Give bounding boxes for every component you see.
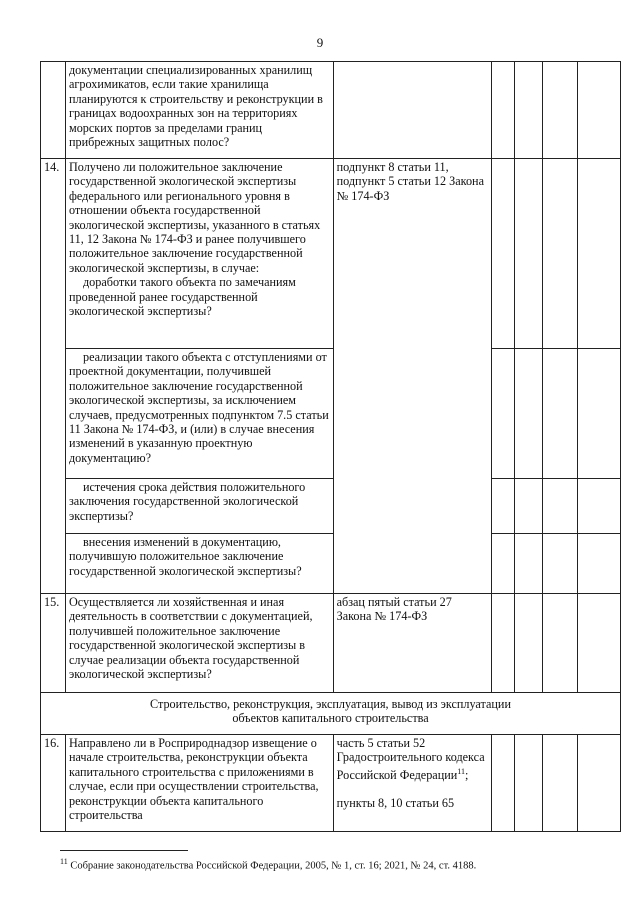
question-cell: внесения изменений в документацию, получившую положительное заключение государственной экологической экспертизы?: [65, 534, 333, 594]
reference-cell: [333, 62, 491, 159]
question-text: Получено ли положительное заключение государственной экологической экспертизы федерального или регионального уровня в отношении объекта государственной экологической экспертизы, указанного в статьях 11, 12 Закона № 174-ФЗ и ранее получившего положительное заключение государственной экологической экспертизы, в случае:: [68, 160, 321, 275]
table-row: [41, 349, 621, 479]
check-cell: [542, 479, 577, 534]
reference-cell: абзац пятый статьи 27 Закона № 174-ФЗ: [333, 594, 491, 693]
table-row: [41, 62, 621, 159]
check-cell: [542, 534, 577, 594]
check-cell: [578, 62, 621, 159]
sub-question-text: доработки такого объекта по замечаниям проведенной ранее государственной экологической экспертизы?: [68, 275, 296, 319]
table-row: [41, 594, 621, 693]
check-cell: [578, 534, 621, 594]
question-cell: Осуществляется ли хозяйственная и иная деятельность в соответствии с документацией, получившей положительное заключение государственной экологической экспертизы в случае реализации объекта государственной экологической экспертизы?: [65, 594, 333, 693]
section-title-line: объектов капитального строительства: [232, 711, 429, 726]
question-cell: реализации такого объекта с отступлениями от проектной документации, получившей положительное заключение государственной экологической экспертизы, за исключением случаев, предусмотренных подпунктом 7.5 статьи 11 Закона № 174-ФЗ, и (или) в случае внесения изменений в указанную проектную документацию?: [65, 349, 333, 479]
footnote: [60, 857, 476, 872]
footnote-mark: 11: [60, 857, 68, 866]
row-number-cell: 14.: [41, 159, 66, 594]
row-number-cell: [41, 62, 66, 159]
footnote-separator: [60, 850, 188, 851]
check-cell: [491, 62, 514, 159]
check-cell: [542, 735, 577, 832]
check-cell: [491, 159, 514, 349]
check-cell: [514, 479, 542, 534]
reference-text: пункты 8, 10 статьи 65: [336, 796, 455, 811]
check-cell: [542, 159, 577, 349]
check-cell: [542, 62, 577, 159]
check-cell: [514, 594, 542, 693]
table-row: [41, 479, 621, 534]
check-cell: [542, 594, 577, 693]
question-cell: [65, 159, 333, 349]
section-header-row: [41, 693, 621, 735]
question-cell: Направлено ли в Росприроднадзор извещение о начале строительства, реконструкции объекта капитального строительства с приложениями в случае, если при осуществлении строительства, реконструкции объекта капитального строительства: [65, 735, 333, 832]
footnote-mark: 11: [457, 766, 465, 776]
check-cell: [578, 349, 621, 479]
row-number-cell: 16.: [41, 735, 66, 832]
page-number: 9: [316, 35, 324, 50]
check-cell: [514, 534, 542, 594]
check-cell: [491, 349, 514, 479]
reference-cell: [333, 735, 491, 832]
check-cell: [491, 735, 514, 832]
check-cell: [578, 735, 621, 832]
section-header: [41, 693, 621, 735]
check-cell: [514, 159, 542, 349]
question-cell: документации специализированных хранилищ агрохимикатов, если такие хранилища планируются к строительству и реконструкции в границах водоохранных зон на территориях морских портов за пределами границ прибрежных защитных полос?: [65, 62, 333, 159]
check-cell: [578, 479, 621, 534]
reference-text: часть 5 статьи 52 Градостроительного кодекса Российской Федерации$^{11}$;: [336, 736, 485, 782]
question-cell: истечения срока действия положительного заключения государственной экологической экспертизы?: [65, 479, 333, 534]
check-cell: [514, 349, 542, 479]
section-title-line: Строительство, реконструкция, эксплуатация, вывод из эксплуатации: [150, 697, 511, 711]
check-cell: [578, 159, 621, 349]
check-cell: [491, 479, 514, 534]
table-row: [41, 534, 621, 594]
check-cell: [514, 62, 542, 159]
table-row: [41, 159, 621, 349]
check-cell: [578, 594, 621, 693]
check-cell: [514, 735, 542, 832]
reference-cell: подпункт 8 статьи 11, подпункт 5 статьи 12 Закона № 174-ФЗ: [333, 159, 491, 594]
check-cell: [491, 534, 514, 594]
footnote-text: Собрание законодательства Российской Федерации, 2005, № 1, ст. 16; 2021, № 24, ст. 4188.: [67, 860, 477, 872]
checklist-table: [40, 61, 621, 832]
row-number-cell: 15.: [41, 594, 66, 693]
table-row: [41, 735, 621, 832]
check-cell: [491, 594, 514, 693]
check-cell: [542, 349, 577, 479]
